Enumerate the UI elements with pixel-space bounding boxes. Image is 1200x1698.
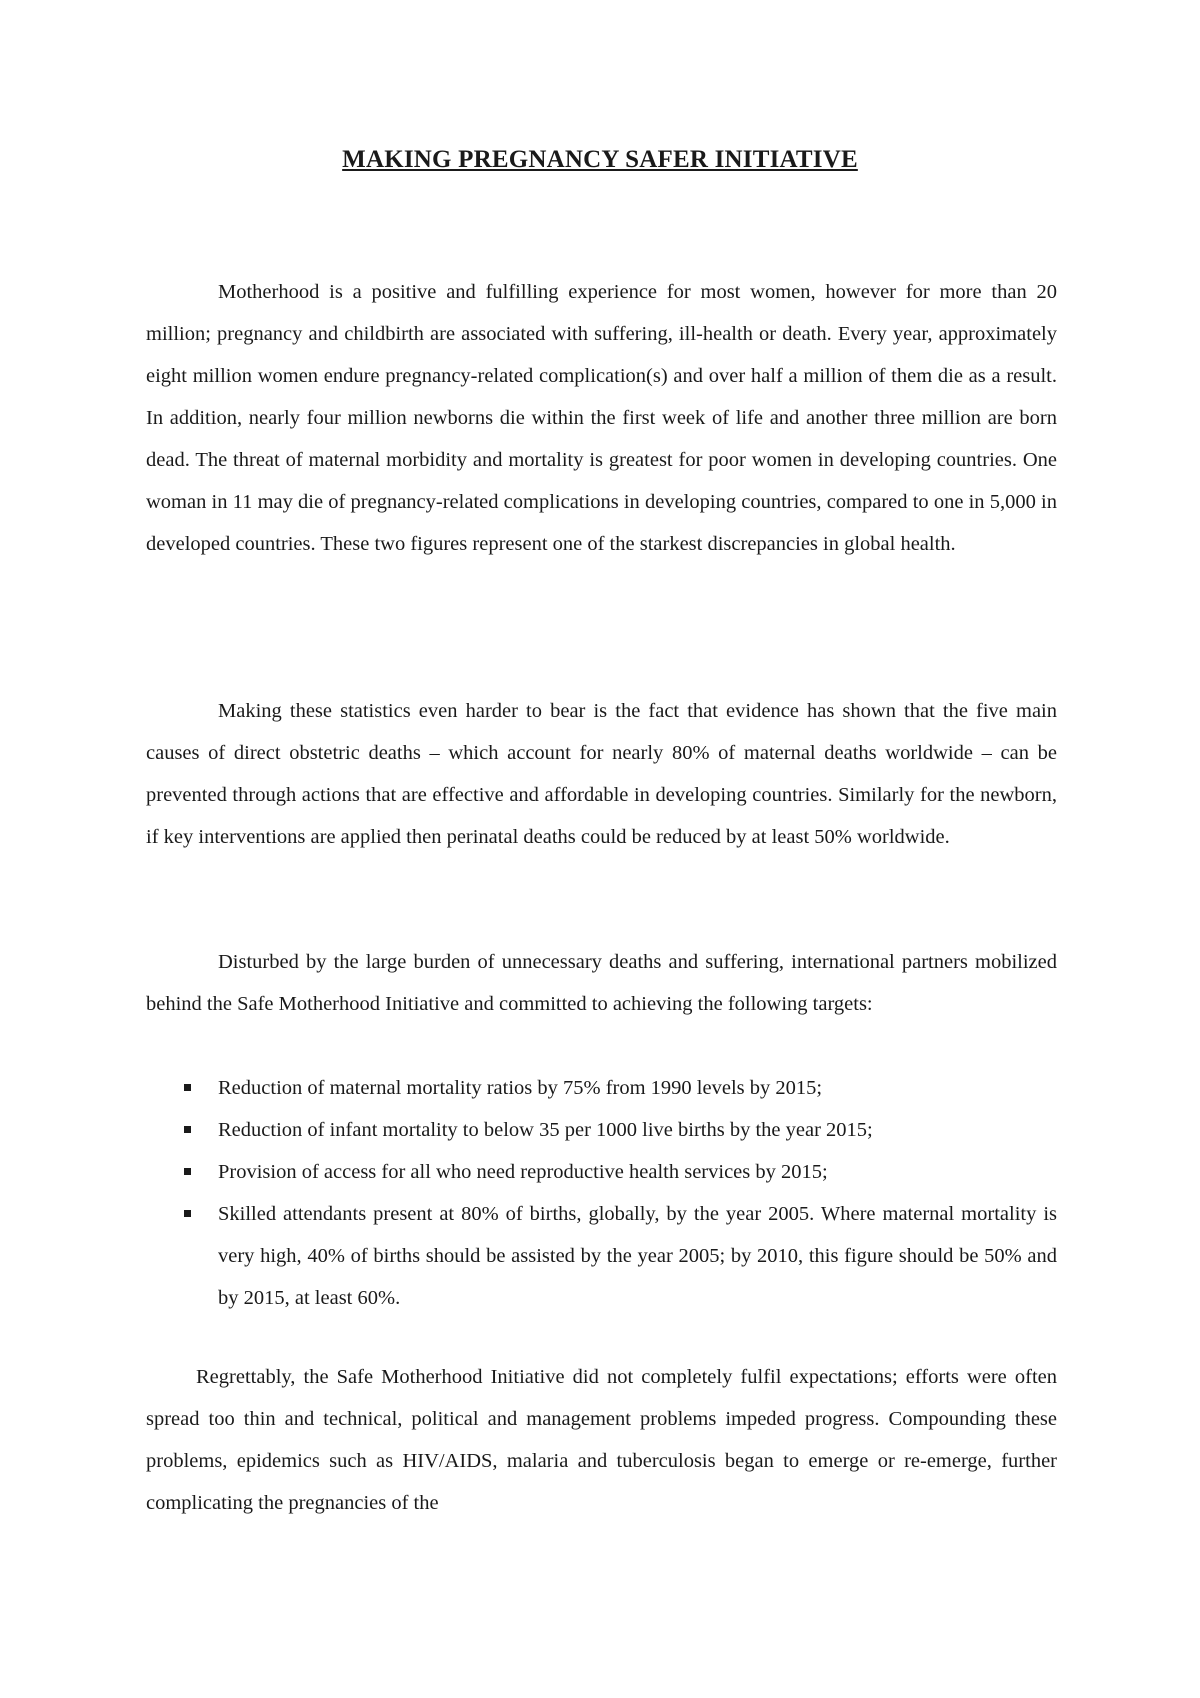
target-text: Reduction of maternal mortality ratios by 75% from 1990 levels by 2015; xyxy=(218,1077,823,1099)
square-bullet-icon xyxy=(184,1084,191,1091)
list-item xyxy=(146,1067,1057,1109)
square-bullet-icon xyxy=(184,1210,191,1217)
target-text: Skilled attendants present at 80% of births, globally, by the year 2005. Where maternal mortality is very high, 40% of births should be assisted by the year 2005; by 2010, this figure should be 50% and by 2015, at least 60%. xyxy=(218,1203,1057,1309)
square-bullet-icon xyxy=(184,1126,191,1133)
square-bullet-icon xyxy=(184,1168,191,1175)
list-item xyxy=(146,1151,1057,1193)
paragraph-regrettably: Regrettably, the Safe Motherhood Initiative did not completely fulfil expectations; efforts were often spread too thin and technical, political and management problems impeded progress. Compounding these problems, epidemics such as HIV/AIDS, malaria and tuberculosis began to emerge or re-emerge, further complicating the pregnancies of the xyxy=(146,1366,1057,1514)
list-item xyxy=(146,1193,1057,1319)
paragraph-motherhood: Motherhood is a positive and fulfilling experience for most women, however for more than 20 million; pregnancy and childbirth are associated with suffering, ill-health or death. Every year, approximately eight million women endure pregnancy-related complication(s) and over half a million of them die as a result. In addition, nearly four million newborns die within the first week of life and another three million are born dead. The threat of maternal morbidity and mortality is greatest for poor women in developing countries. One woman in 11 may die of pregnancy-related complications in developing countries, compared to one in 5,000 in developed countries. These two figures represent one of the starkest discrepancies in global health. xyxy=(146,281,1057,555)
target-text: Reduction of infant mortality to below 35 per 1000 live births by the year 2015; xyxy=(218,1119,873,1141)
paragraph-statistics: Making these statistics even harder to bear is the fact that evidence has shown that the five main causes of direct obstetric deaths – which account for nearly 80% of maternal deaths worldwide – can be prevented through actions that are effective and affordable in developing countries. Similarly for the newborn, if key interventions are applied then perinatal deaths could be reduced by at least 50% worldwide. xyxy=(146,700,1057,848)
paragraph-partners: Disturbed by the large burden of unnecessary deaths and suffering, international partners mobilized behind the Safe Motherhood Initiative and committed to achieving the following targets: xyxy=(146,951,1057,1015)
target-text: Provision of access for all who need reproductive health services by 2015; xyxy=(218,1161,828,1183)
targets-list xyxy=(146,1067,1057,1319)
document-title: MAKING PREGNANCY SAFER INITIATIVE xyxy=(342,146,858,173)
list-item xyxy=(146,1109,1057,1151)
